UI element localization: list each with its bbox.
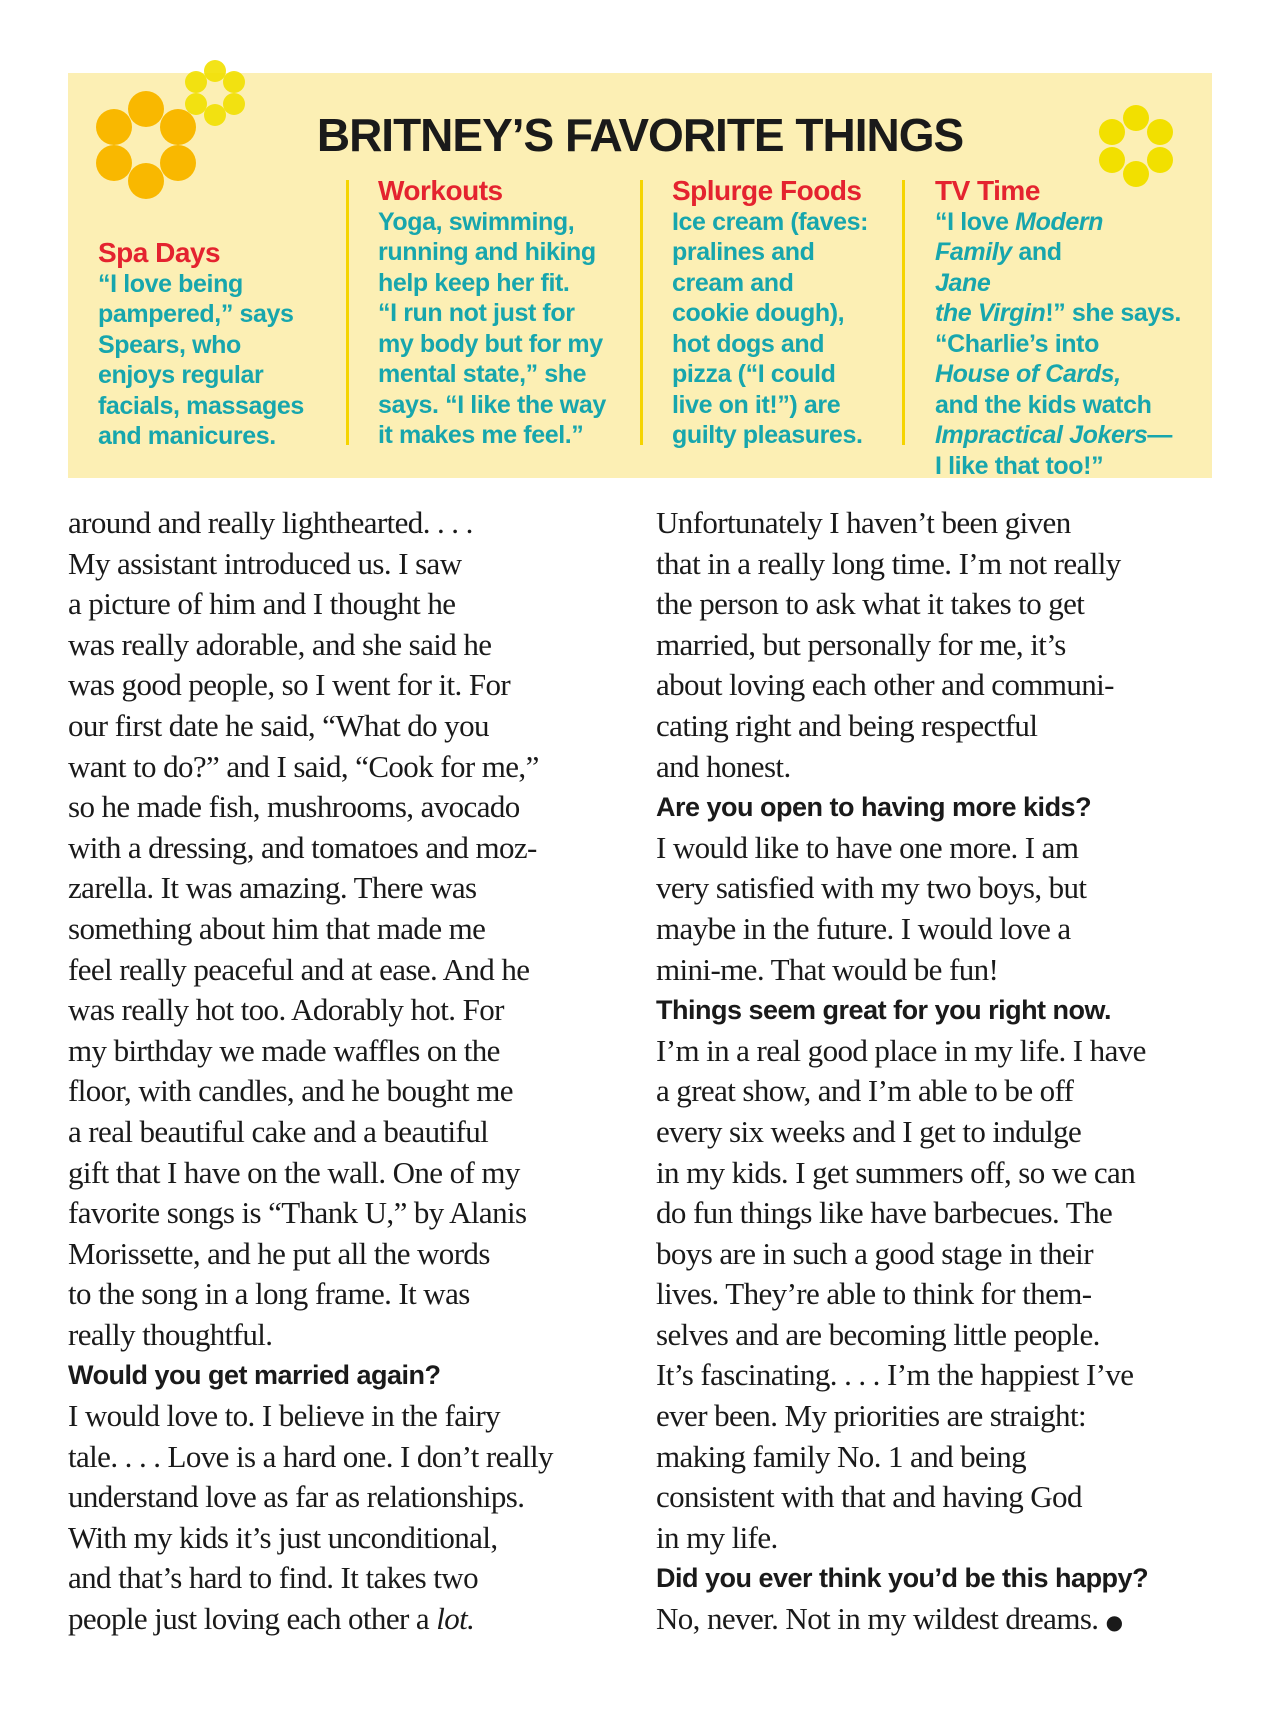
body-line: very satisfied with my two boys, but	[656, 870, 1087, 906]
fav-line: “I love being	[98, 269, 243, 298]
body-line: about loving each other and communi-	[656, 667, 1114, 703]
fav-heading: Spa Days	[98, 237, 221, 268]
fav-line	[935, 298, 1181, 329]
body-line: boys are in such a good stage in their	[656, 1235, 1093, 1271]
fav-line: hot dogs and	[672, 329, 825, 358]
fav-line	[935, 207, 1181, 238]
fav-line: guilty pleasures.	[672, 421, 863, 449]
body-line: maybe in the future. I would love a	[656, 910, 1071, 946]
fav-text: “Charlie’s into	[935, 329, 1099, 358]
column-divider	[346, 180, 349, 445]
fav-line	[935, 451, 1181, 482]
body-line: understand love as far as relationships.	[68, 1479, 525, 1515]
body-line: floor, with candles, and he bought me	[68, 1073, 513, 1109]
body-line: I’m in a real good place in my life. I have	[656, 1032, 1146, 1068]
fav-line: enjoys regular	[98, 361, 264, 389]
fav-line	[935, 390, 1181, 421]
body-line: was really adorable, and she said he	[68, 626, 492, 662]
fav-column-splurge-foods	[672, 176, 868, 451]
body-line: zarella. It was amazing. There was	[68, 870, 477, 906]
body-line: and that’s hard to find. It takes two	[68, 1560, 478, 1596]
italic-word: lot.	[436, 1601, 475, 1637]
column-divider	[640, 180, 643, 445]
body-line: cating right and being respectful	[656, 707, 1038, 743]
fav-line: cookie dough),	[672, 299, 845, 327]
body-line: I would like to have one more. I am	[656, 829, 1079, 865]
body-line: ever been. My priorities are straight:	[656, 1398, 1086, 1434]
fav-heading: Workouts	[378, 175, 503, 206]
article-column-left	[68, 503, 553, 1640]
fav-line: it makes me feel.”	[378, 421, 584, 449]
body-line: Unfortunately I haven’t been given	[656, 505, 1071, 540]
body-line: No, never. Not in my wildest dreams. ●	[656, 1601, 1123, 1637]
fav-column-tv-time	[935, 176, 1181, 481]
body-line: really thoughtful.	[68, 1316, 273, 1352]
column-divider	[902, 180, 905, 445]
body-line: around and really lighthearted. . . .	[68, 505, 473, 540]
body-line: people just loving each other a lot.	[68, 1601, 475, 1637]
body-line: a real beautiful cake and a beautiful	[68, 1113, 489, 1149]
body-line: a picture of him and I thought he	[68, 586, 456, 622]
body-line: I would love to. I believe in the fairy	[68, 1398, 500, 1434]
body-line: to the song in a long frame. It was	[68, 1276, 470, 1312]
interview-question: Would you get married again?	[68, 1360, 441, 1391]
show-title: Modern	[1015, 207, 1104, 236]
body-line: our first date he said, “What do you	[68, 707, 489, 743]
body-line: feel really peaceful and at ease. And he	[68, 951, 530, 987]
fav-column-workouts	[378, 176, 606, 451]
body-line: lives. They’re able to think for them-	[656, 1276, 1092, 1312]
fav-line: “I run not just for	[378, 299, 575, 327]
body-line: was good people, so I went for it. For	[68, 667, 511, 703]
fav-line: says. “I like the way	[378, 390, 606, 419]
body-line: was really hot too. Adorably hot. For	[68, 992, 504, 1028]
body-line: With my kids it’s just unconditional,	[68, 1519, 498, 1555]
body-line: and honest.	[656, 748, 791, 784]
show-title: Impractical Jokers	[935, 421, 1148, 449]
show-title: Jane	[935, 268, 991, 297]
body-line: mini-me. That would be fun!	[656, 951, 999, 987]
body-line: in my life.	[656, 1519, 778, 1555]
interview-question: Things seem great for you right now.	[656, 995, 1112, 1026]
end-mark-icon: ●	[1105, 1610, 1123, 1635]
fav-line: cream and	[672, 268, 794, 297]
fav-column-spa-days	[98, 238, 304, 452]
body-line: selves and are becoming little people.	[656, 1316, 1100, 1352]
fav-text: —	[1147, 421, 1172, 449]
interview-question: Are you open to having more kids?	[656, 792, 1092, 823]
fav-text: “I love	[935, 207, 1016, 236]
body-line: the person to ask what it takes to get	[656, 586, 1085, 622]
body-line: Morissette, and he put all the words	[68, 1235, 490, 1271]
fav-heading: TV Time	[935, 175, 1040, 206]
show-title: the Virgin	[935, 299, 1046, 327]
body-line: that in a really long time. I’m not really	[656, 545, 1121, 581]
fav-line	[935, 359, 1181, 390]
show-title: House of Cards,	[935, 360, 1121, 388]
body-line: My assistant introduced us. I saw	[68, 545, 462, 581]
article-column-right	[656, 503, 1148, 1640]
fav-line: facials, massages	[98, 391, 304, 420]
fav-text: !” she says.	[1045, 299, 1181, 327]
body-line: every six weeks and I get to indulge	[656, 1113, 1082, 1149]
fav-line: help keep her fit.	[378, 268, 570, 297]
fav-line	[935, 237, 1181, 268]
body-line: making family No. 1 and being	[656, 1438, 1027, 1474]
body-line: a great show, and I’m able to be off	[656, 1073, 1074, 1109]
body-line: do fun things like have barbecues. The	[656, 1195, 1113, 1231]
fav-heading: Splurge Foods	[672, 175, 862, 206]
fav-line: and manicures.	[98, 422, 276, 450]
fav-line	[935, 268, 1181, 299]
fav-line: pizza (“I could	[672, 360, 836, 388]
fav-text: I like that too!”	[935, 451, 1104, 480]
body-line: married, but personally for me, it’s	[656, 626, 1066, 662]
fav-line: pralines and	[672, 238, 815, 266]
body-line: tale. . . . Love is a hard one. I don’t really	[68, 1438, 553, 1474]
fav-line: Ice cream (faves:	[672, 207, 869, 236]
body-line: in my kids. I get summers off, so we can	[656, 1154, 1136, 1190]
fav-line: mental state,” she	[378, 360, 587, 388]
body-line: gift that I have on the wall. One of my	[68, 1154, 520, 1190]
show-title: Family	[935, 238, 1012, 266]
fav-text: and	[1011, 238, 1062, 266]
sidebar-title: BRITNEY’S FAVORITE THINGS	[316, 109, 964, 161]
body-line: with a dressing, and tomatoes and moz-	[68, 829, 537, 865]
body-line: It’s fascinating. . . . I’m the happiest I’ve	[656, 1357, 1134, 1393]
body-line: my birthday we made waffles on the	[68, 1032, 500, 1068]
body-line: want to do?” and I said, “Cook for me,”	[68, 748, 539, 784]
body-line: favorite songs is “Thank U,” by Alanis	[68, 1195, 527, 1231]
body-line: so he made fish, mushrooms, avocado	[68, 789, 520, 825]
fav-line: pampered,” says	[98, 300, 294, 328]
fav-line	[935, 329, 1181, 360]
interview-question: Did you ever think you’d be this happy?	[656, 1563, 1149, 1594]
body-line: consistent with that and having God	[656, 1479, 1082, 1515]
fav-line: Yoga, swimming,	[378, 207, 575, 236]
fav-line: live on it!”) are	[672, 390, 841, 419]
fav-text: and the kids watch	[935, 390, 1152, 419]
body-line: something about him that made me	[68, 910, 486, 946]
fav-line: Spears, who	[98, 330, 241, 359]
fav-line: running and hiking	[378, 238, 596, 266]
fav-line	[935, 420, 1181, 451]
fav-line: my body but for my	[378, 329, 603, 358]
